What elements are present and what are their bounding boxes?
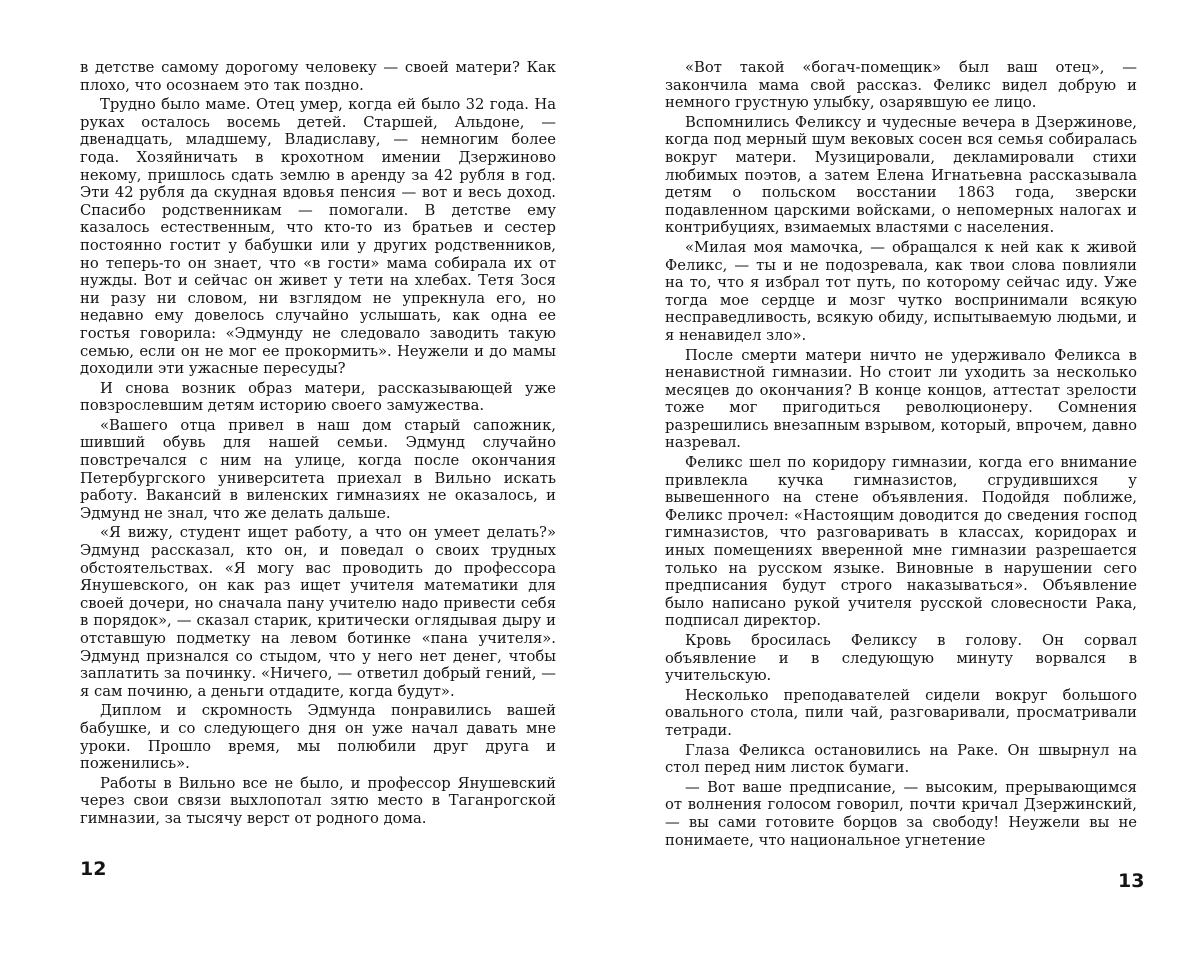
paragraph: И снова возник образ матери, рассказывающей уже повзрослевшим детям историю своего замужества. (80, 379, 556, 415)
right-page-text (665, 59, 1137, 851)
paragraph: «Вот такой «богач-помещик» был ваш отец», — закончила мама свой рассказ. Феликс видел добрую и немного грустную улыбку, озарявшую ее лицо. (665, 59, 1137, 112)
paragraph: Глаза Феликса остановились на Раке. Он швырнул на стол перед ним листок бумаги. (665, 741, 1137, 777)
paragraph: Трудно было маме. Отец умер, когда ей было 32 года. На руках осталось восемь детей. Старшей, Альдоне, — двенадцать, младшему, Владиславу, — немногим более года. Хозяйничать в крохотном имении Дзержиново некому, пришлось сдать землю в аренду за 42 рубля в год. Эти 42 рубля да скудная вдовья пенсия — вот и весь доход. Спасибо родственникам — помогали. В детстве ему казалось естественным, что кто-то из братьев и сестер постоянно гостит у бабушки или у других родственников, но теперь-то он знает, что «в гости» мама собирала их от нужды. Вот и сейчас он живет у тети на хлебах. Тетя Зося ни разу ни словом, ни взглядом не упрекнула его, но недавно ему довелось случайно услышать, как одна ее гостья говорила: «Эдмунду не следовало заводить такую семью, если он не мог ее прокормить». Неужели и до мамы доходили эти ужасные пересуды? (80, 96, 556, 378)
paragraph: в детстве самому дорогому человеку — своей матери? Как плохо, что осознаем это так поздно. (80, 59, 556, 94)
paragraph: — Вот ваше предписание, — высоким, прерывающимся от волнения голосом говорил, почти кричал Дзержинский, — вы сами готовите борцов за свободу! Неужели вы не понимаете, что национальное угнетение (665, 778, 1137, 849)
paragraph: Вспомнились Феликсу и чудесные вечера в Дзержинове, когда под мерный шум вековых сосен вся семья собиралась вокруг матери. Музицировали, декламировали стихи любимых поэтов, а затем Елена Игнатьевна рассказывала детям о польском восстании 1863 года, зверски подавленном царскими войсками, о непомерных налогах и контрибуциях, взимаемых властями с населения. (665, 113, 1137, 237)
paragraph: Диплом и скромность Эдмунда понравились вашей бабушке, и со следующего дня он уже начал давать мне уроки. Прошло время, мы полюбили друг друга и поженились». (80, 702, 556, 773)
page-number-left: 12 (80, 858, 107, 880)
page-number-right: 13 (1118, 870, 1145, 892)
paragraph: Феликс шел по коридору гимназии, когда его внимание привлекла кучка гимназистов, сгрудившихся у вывешенного на стене объявления. Подойдя поближе, Феликс прочел: «Настоящим доводится до сведения господ гимназистов, что разговаривать в классах, коридорах и иных помещениях вверенной мне гимназии разрешается только на русском языке. Виновные в нарушении сего предписания будут строго наказываться». Объявление было написано рукой учителя русской словесности Рака, подписал директор. (665, 454, 1137, 630)
paragraph: Несколько преподавателей сидели вокруг большого овального стола, пили чай, разговаривали, просматривали тетради. (665, 686, 1137, 739)
paragraph: Кровь бросилась Феликсу в голову. Он сорвал объявление и в следующую минуту ворвался в учительскую. (665, 632, 1137, 685)
paragraph: «Вашего отца привел в наш дом старый сапожник, шивший обувь для нашей семьи. Эдмунд случайно повстречался с ним на улице, когда после окончания Петербургского университета приехал в Вильно искать работу. Вакансий в виленских гимназиях не оказалось, и Эдмунд не знал, что же делать дальше. (80, 416, 556, 522)
paragraph: «Я вижу, студент ищет работу, а что он умеет делать?» Эдмунд рассказал, кто он, и поведал о своих трудных обстоятельствах. «Я могу вас проводить до профессора Янушевского, он как раз ищет учителя математики для своей дочери, но сначала пану учителю надо привести себя в порядок», — сказал старик, критически оглядывая дыру и отставшую подметку на левом ботинке «пана учителя». Эдмунд признался со стыдом, что у него нет денег, чтобы заплатить за починку. «Ничего, — ответил добрый гений, — я сам починю, а деньги отдадите, когда будут». (80, 524, 556, 700)
paragraph: «Милая моя мамочка, — обращался к ней как к живой Феликс, — ты и не подозревала, как твои слова повлияли на то, что я избрал тот путь, по которому сейчас иду. Уже тогда мое сердце и мозг чутко воспринимали всякую несправедливость, всякую обиду, испытываемую людьми, и я ненавидел зло». (665, 238, 1137, 344)
paragraph: После смерти матери ничто не удерживало Феликса в ненавистной гимназии. Но стоит ли уходить за несколько месяцев до окончания? В конце концов, аттестат зрелости тоже мог пригодиться революционеру. Сомнения разрешились внезапным взрывом, который, впрочем, давно назревал. (665, 346, 1137, 452)
paragraph: Работы в Вильно все не было, и профессор Янушевский через свои связи выхлопотал зятю место в Таганрогской гимназии, за тысячу верст от родного дома. (80, 774, 556, 827)
left-page-text (80, 59, 556, 830)
